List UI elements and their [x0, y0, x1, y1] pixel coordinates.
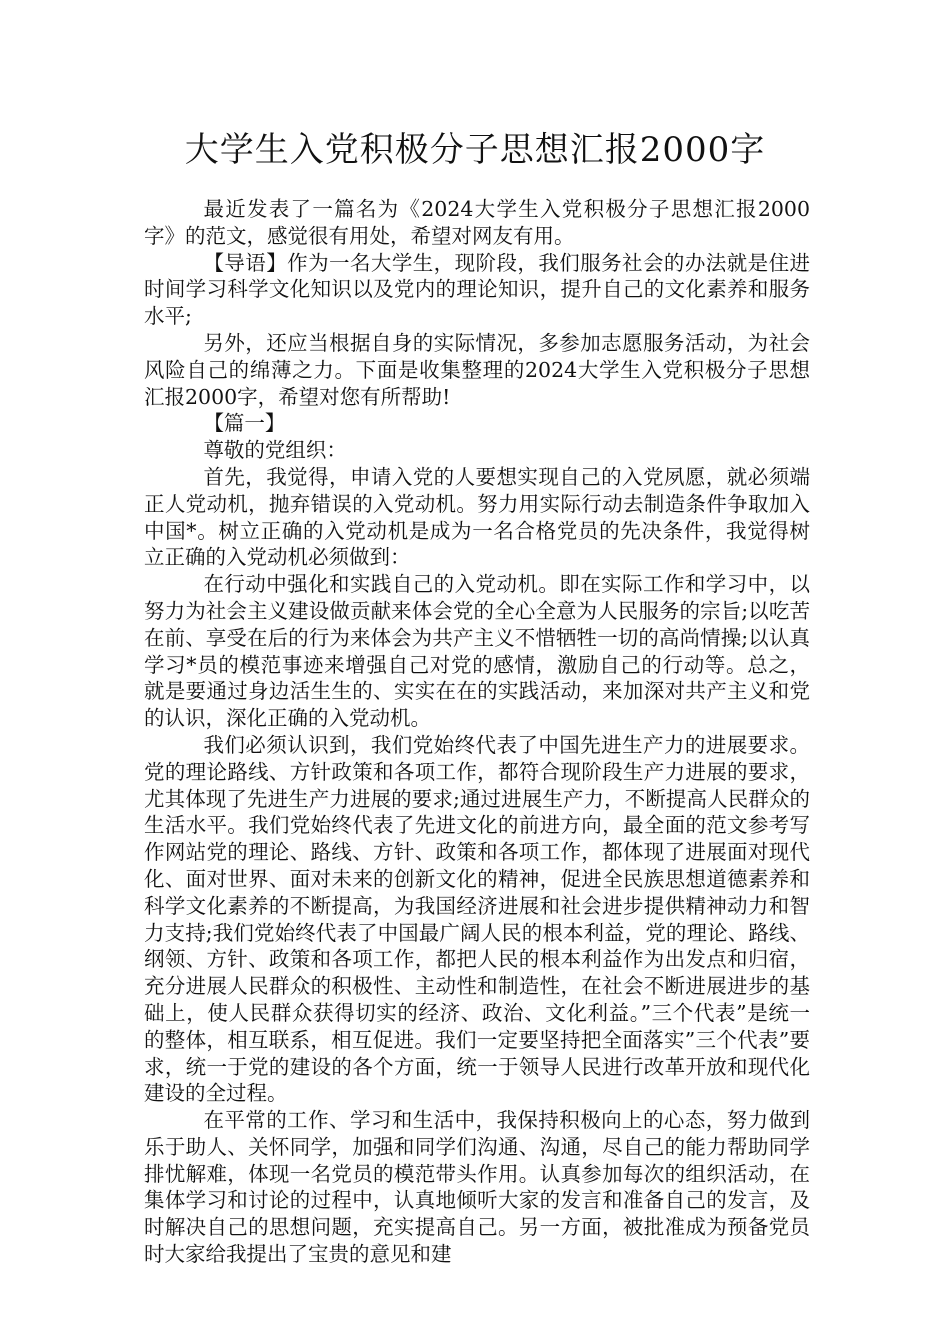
document-title: 大学生入党积极分子思想汇报2000字	[184, 130, 766, 170]
paragraph-additional: 另外，还应当根据自身的实际情况，多参加志愿服务活动，为社会风险自己的绵薄之力。下面是收集整理的2024大学生入党积极分子思想汇报2000字，希望对您有所帮助!	[144, 330, 810, 409]
paragraph-practice: 在行动中强化和实践自己的入党动机。即在实际工作和学习中，以努力为社会主义建设做贡献来体会党的全心全意为人民服务的宗旨;以吃苦在前、享受在后的行为来体会为共产主义不惜牺牲一切的高尚情操;以认真学习*员的模范事迹来增强自己对党的感情，激励自己的行动等。总之，就是要通过身边活生生的、实实在在的实践活动，来加深对共产主义和党的认识，深化正确的入党动机。	[144, 572, 810, 731]
paragraph-motivation: 首先，我觉得，申请入党的人要想实现自己的入党夙愿，就必须端正人党动机，抛弃错误的入党动机。努力用实际行动去制造条件争取加入中国*。树立正确的入党动机是成为一名合格党员的先决条件，我觉得树立正确的入党动机必须做到：	[144, 464, 810, 570]
paragraph-daily-life: 在平常的工作、学习和生活中，我保持积极向上的心态，努力做到乐于助人、关怀同学，加强和同学们沟通、沟通，尽自己的能力帮助同学排忧解难，体现一名党员的模范带头作用。认真参加每次的组织活动，在集体学习和讨论的过程中，认真地倾听大家的发言和准备自己的发言，及时解决自己的思想问题，充实提高自己。另一方面，被批准成为预备党员时大家给我提出了宝贵的意见和建	[144, 1108, 810, 1267]
paragraph-guide: 【导语】作为一名大学生，现阶段，我们服务社会的办法就是住进时间学习科学文化知识以及党内的理论知识，提升自己的文化素养和服务水平;	[144, 250, 810, 329]
section-heading: 【篇一】	[203, 411, 286, 436]
paragraph-intro: 最近发表了一篇名为《2024大学生入党积极分子思想汇报2000字》的范文，感觉很有用处，希望对网友有用。	[144, 197, 810, 248]
document-body	[144, 196, 810, 1268]
paragraph-three-represents: 我们必须认识到，我们党始终代表了中国先进生产力的进展要求。党的理论路线、方针政策和各项工作，都符合现阶段生产力进展的要求，尤其体现了先进生产力进展的要求;通过进展生产力，不断提高人民群众的生活水平。我们党始终代表了先进文化的前进方向，最全面的范文参考写作网站党的理论、路线、方针、政策和各项工作，都体现了进展面对现代化、面对世界、面对未来的创新文化的精神，促进全民族思想道德素养和科学文化素养的不断提高，为我国经济进展和社会进步提供精神动力和智力支持;我们党始终代表了中国最广阔人民的根本利益，党的理论、路线、纲领、方针、政策和各项工作，都把人民的根本利益作为出发点和归宿，充分进展人民群众的积极性、主动性和制造性，在社会不断进展进步的基础上，使人民群众获得切实的经济、政治、文化利益。”三个代表”是统一的整体，相互联系，相互促进。我们一定要坚持把全面落实”三个代表”要求，统一于党的建设的各个方面，统一于领导人民进行改革开放和现代化建设的全过程。	[144, 732, 810, 1106]
salutation: 尊敬的党组织：	[203, 438, 347, 463]
